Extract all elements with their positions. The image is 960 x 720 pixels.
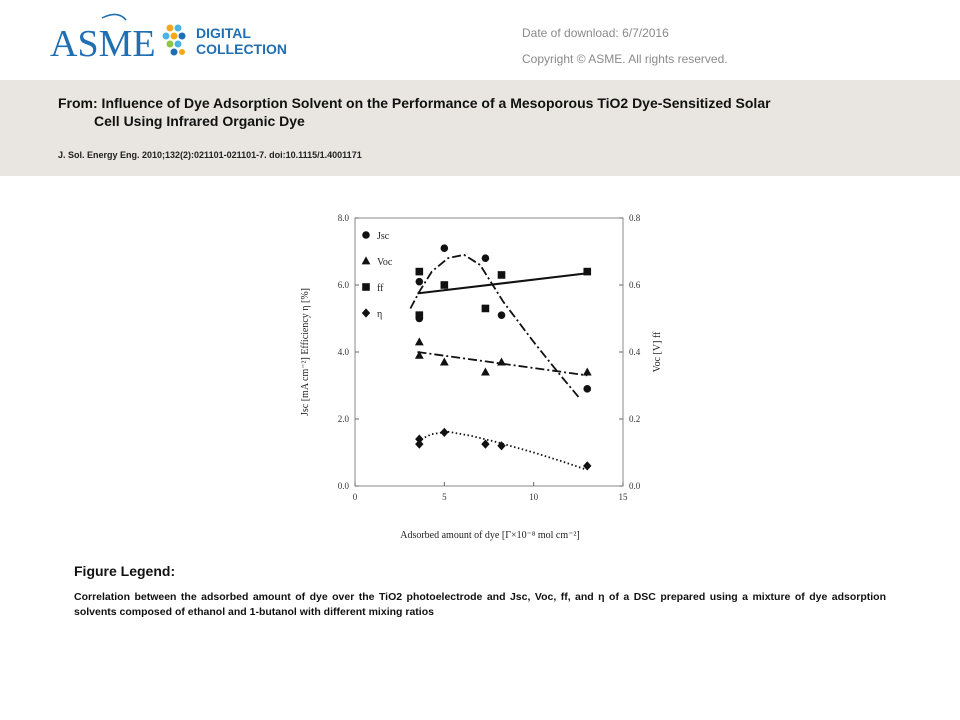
data-point-eta — [481, 440, 489, 449]
download-date: Date of download: 6/7/2016 — [522, 26, 669, 40]
copyright-notice: Copyright © ASME. All rights reserved. — [522, 52, 728, 66]
y-right-tick-label: 0.4 — [629, 347, 641, 357]
x-tick-label: 0 — [352, 492, 358, 502]
download-meta — [522, 20, 728, 72]
logo-line-collection: COLLECTION — [196, 41, 287, 57]
data-point-ff — [498, 271, 506, 279]
y-left-tick-label: 6.0 — [337, 280, 349, 290]
figure-legend-text: Correlation between the adsorbed amount of dye over the TiO2 photoelectrode and Jsc, Voc, ff, and η of a DSC prepared using a mixture of dye adsorption solvents composed of ethanol and 1-butanol with different mixing ratios — [74, 591, 886, 618]
figure — [290, 200, 663, 550]
figure-legend-heading: Figure Legend: — [74, 563, 176, 579]
data-point-eta — [583, 461, 591, 470]
y-left-tick-label: 2.0 — [337, 414, 349, 424]
logo-swoosh — [102, 14, 126, 20]
data-point-voc — [440, 357, 449, 365]
legend-label-ff: ff — [377, 283, 384, 294]
data-point-ff — [482, 305, 490, 313]
trend-lines — [410, 255, 587, 469]
x-axis-label: Adsorbed amount of dye [Γ×10⁻⁸ mol cm⁻²] — [400, 530, 580, 541]
y-axis-right-label: Voc [V] ff — [652, 331, 663, 373]
chart-legend — [362, 231, 393, 320]
data-point-jsc — [482, 254, 490, 262]
y-left-tick-label: 4.0 — [337, 347, 349, 357]
data-point-jsc — [583, 385, 591, 393]
legend-marker-ff — [362, 283, 370, 291]
legend-label-voc: Voc — [377, 257, 393, 268]
legend-marker-jsc — [362, 231, 370, 239]
data-point-voc — [415, 337, 424, 345]
data-point-eta — [415, 440, 423, 449]
asme-digital-collection-logo — [50, 10, 330, 68]
logo-dots — [163, 25, 186, 56]
legend-marker-eta — [362, 308, 370, 317]
data-points — [415, 244, 592, 470]
article-title — [58, 94, 918, 130]
data-point-ff — [441, 281, 449, 289]
data-point-ff — [583, 268, 591, 276]
logo-line-digital: DIGITAL — [196, 25, 251, 41]
x-tick-label: 5 — [442, 492, 447, 502]
trend-line-eta — [418, 432, 586, 470]
y-axis-left-label: Jsc [mA cm⁻²] Efficiency η [%] — [300, 287, 311, 417]
y-right-tick-label: 0.8 — [629, 213, 641, 223]
legend-marker-voc — [362, 256, 371, 264]
article-citation: J. Sol. Energy Eng. 2010;132(2):021101-021101-7. doi:10.1115/1.4001171 — [58, 150, 362, 160]
article-banner — [0, 80, 960, 176]
y-right-tick-label: 0.0 — [629, 481, 641, 491]
y-right-tick-label: 0.6 — [629, 280, 641, 290]
logo-wordmark: ASME — [50, 23, 156, 65]
data-point-ff — [416, 311, 424, 319]
y-left-tick-label: 0.0 — [337, 481, 349, 491]
legend-label-eta: η — [377, 309, 383, 320]
data-point-jsc — [498, 311, 506, 319]
data-point-jsc — [416, 278, 424, 286]
data-point-voc — [497, 357, 506, 365]
x-tick-label: 10 — [529, 492, 539, 502]
data-point-ff — [416, 268, 424, 276]
article-title-line1: From: Influence of Dye Adsorption Solvent on the Performance of a Mesoporous TiO2 Dye-Sensitized Solar — [58, 95, 771, 111]
legend-label-jsc: Jsc — [377, 231, 390, 242]
data-point-voc — [583, 368, 592, 376]
y-right-tick-label: 0.2 — [629, 414, 641, 424]
x-tick-label: 15 — [618, 492, 628, 502]
data-point-eta — [440, 428, 448, 437]
data-point-voc — [481, 368, 490, 376]
article-title-line2: Cell Using Infrared Organic Dye — [94, 113, 305, 129]
chart — [290, 200, 663, 550]
y-left-tick-label: 8.0 — [337, 213, 349, 223]
data-point-eta — [497, 441, 505, 450]
data-point-jsc — [441, 244, 449, 252]
